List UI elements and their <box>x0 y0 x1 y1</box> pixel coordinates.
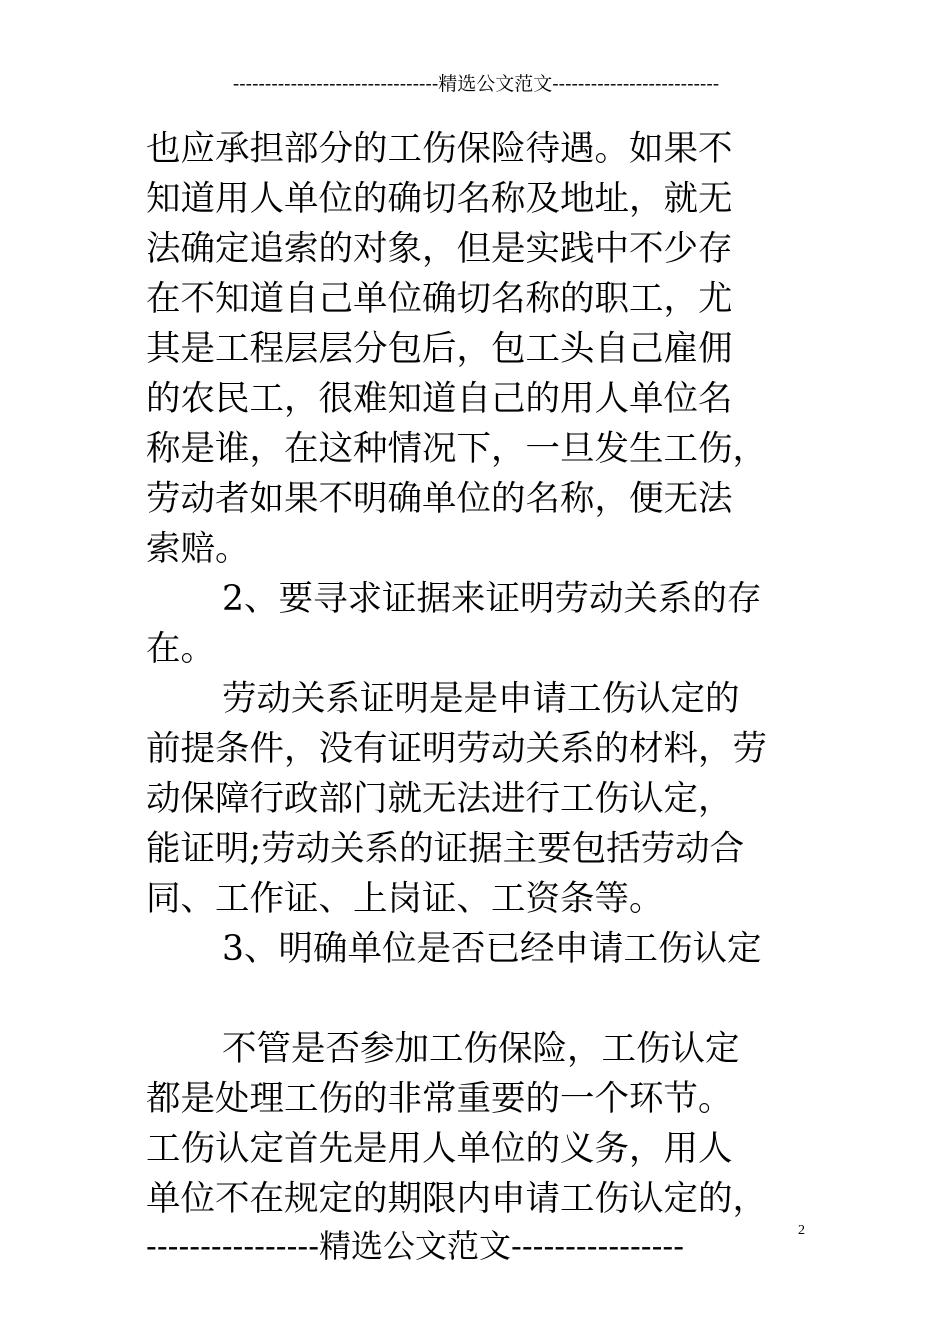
text-line: 知道用人单位的确切名称及地址，就无 <box>146 179 733 219</box>
text-line: 索赔。 <box>146 529 250 569</box>
text-line: 称是谁，在这种情况下，一旦发生工伤， <box>146 429 767 469</box>
text-line: 前提条件，没有证明劳动关系的材料，劳 <box>146 729 767 769</box>
page-header: --------------------------------精选公文范文-------------------------- <box>232 73 720 95</box>
text-line: 法确定追索的对象，但是实践中不少存 <box>146 229 733 269</box>
text-line: 都是处理工伤的非常重要的一个环节。 <box>146 1079 733 1119</box>
text-line: 也应承担部分的工伤保险待遇。如果不 <box>146 129 733 169</box>
text-line: 劳动关系证明是是申请工伤认定的 <box>222 679 740 719</box>
text-line: 同、工作证、上岗证、工资条等。 <box>146 879 664 919</box>
page-footer: ----------------精选公文范文---------------- <box>146 1227 685 1265</box>
page-number: 2 <box>798 1223 805 1238</box>
text-line: 动保障行政部门就无法进行工伤认定， <box>146 779 733 819</box>
text-line: 不管是否参加工伤保险，工伤认定 <box>222 1029 740 1069</box>
text-line: 3、明确单位是否已经申请工伤认定 <box>222 929 762 969</box>
text-line: 在。 <box>146 629 215 669</box>
text-line: 的农民工，很难知道自己的用人单位名 <box>146 379 733 419</box>
text-line: 在不知道自己单位确切名称的职工，尤 <box>146 279 733 319</box>
text-line: 能证明;劳动关系的证据主要包括劳动合 <box>146 829 745 869</box>
text-line: 劳动者如果不明确单位的名称，便无法 <box>146 479 733 519</box>
text-line: 单位不在规定的期限内申请工伤认定的， <box>146 1179 767 1219</box>
blank-line <box>146 974 812 1024</box>
text-line: 2、要寻求证据来证明劳动关系的存 <box>222 579 762 619</box>
body-text <box>146 124 812 1224</box>
text-line: 其是工程层层分包后，包工头自己雇佣 <box>146 329 733 369</box>
text-line: 工伤认定首先是用人单位的义务，用人 <box>146 1129 733 1169</box>
